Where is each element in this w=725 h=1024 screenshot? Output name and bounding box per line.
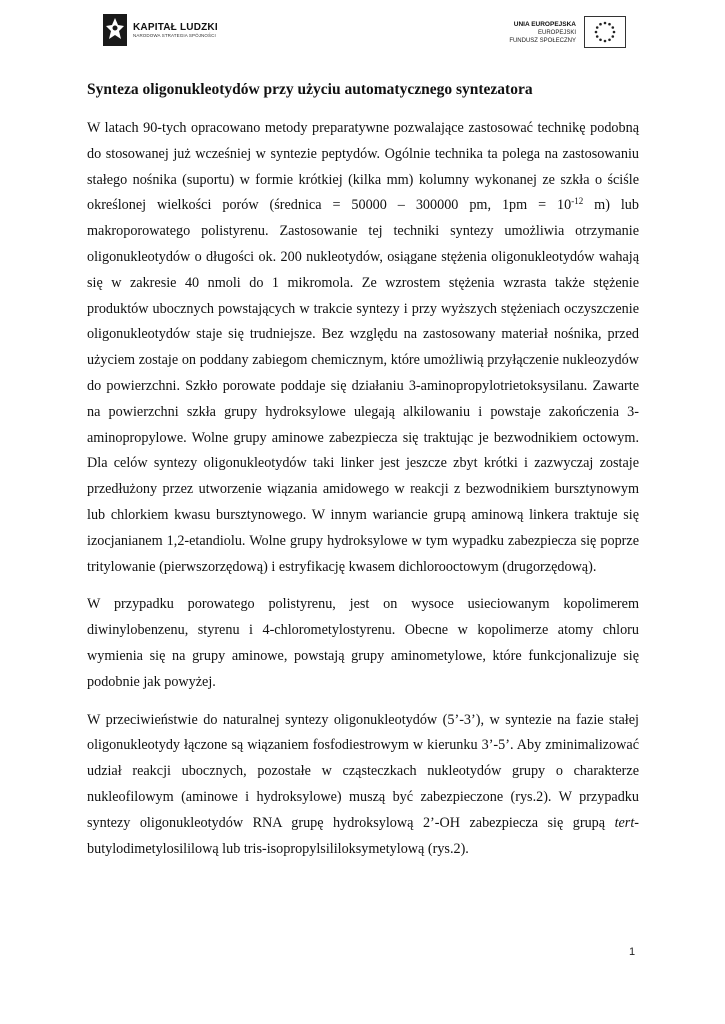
paragraph-3-part-2: -butylodimetylosililową lub tris-isopropylsililoksymetylową (rys.2). [87,814,639,857]
document-title: Synteza oligonukleotydów przy użyciu automatycznego syntezatora [87,81,533,98]
paragraph-1 [87,116,639,580]
paragraph-2: W przypadku porowatego polistyrenu, jest on wysoce usieciowanym kopolimerem diwinylobenzenu, styrenu i 4-chlorometylostyrenu. Obecne w kopolimerze atomy chloru wymienia się na grupy aminowe, powstają grupy aminometylowe, które funkcjonalizuje się podobnie jak powyżej. [87,596,639,690]
document-body [87,80,639,874]
kapital-ludzki-emblem-icon [103,14,127,46]
page-header [0,0,725,70]
kapital-ludzki-text [133,22,218,39]
exponent: -12 [571,196,584,207]
paragraph-3-italic: tert [614,814,635,831]
eu-logo [509,16,626,48]
paragraph-1-part-2: m) lub makroporowatego polistyrenu. Zastosowanie tej techniki syntezy umożliwia otrzymanie oligonukleotydów o długości ok. 200 nukleotydów, osiągane stężenia oligonukleotydów wahają się w zakresie 40 nmoli do 1 mikromola. Ze wzrostem stężenia wzrasta także stężenie produktów ubocznych powstających w trakcie syntezy i przy wyższych stężeniach oczyszczenie oligonukleotydów staje się trudniejsze. Bez względu na zastosowany materiał nośnika, przed użyciem zostaje on poddany zabiegom chemicznym, które umożliwią przyłączenie nukleozydów do powierzchni. Szkło porowate poddaje się działaniu 3-aminopropylotrietoksysilanu. Zawarte na powierzchni szkła grupy hydroksylowe ulegają alkilowaniu i powstaje zakończenia 3-aminopropylowe. Wolne grupy aminowe zabezpiecza się traktując je bezwodnikiem octowym. Dla celów syntezy oligonukleotydów taki linker jest jeszcze zbyt krótki i zazwyczaj zostaje przedłużony przez utworzenie wiązania amidowego w reakcji z bezwodnikiem bursztynowym lub chlorkiem kwasu bursztynowego. W innym wariancie grupą aminową linkera traktuje się izocjanianem 1,2-etandiolu. Wolne grupy hydroksylowe w tym wypadku zabezpiecza się poprze tritylowanie (pierwszorzędową) i estryfikację kwasem dichlorooctowym (drugorzędową). [87,197,639,575]
page-number: 1 [629,946,636,958]
paragraph-3 [87,708,639,863]
kapital-ludzki-logo [103,14,218,46]
eu-line-1: UNIA EUROPEJSKA [513,20,576,28]
eu-flag-icon [584,16,626,48]
paragraph-3-part-1: W przeciwieństwie do naturalnej syntezy oligonukleotydów (5’-3’), w syntezie na fazie stałej oligonukleotydy łączone są wiązaniem fosfodiestrowym w kierunku 3’-5’. Aby zminimalizować udział reakcji ubocznych, pozostałe w cząsteczkach nukleotydów grupy o charakterze nukleofilowym (aminowe i hydroksylowe) muszą być zabezpieczone (rys.2). W przypadku syntezy oligonukleotydów RNA grupę hydroksylową 2’-OH zabezpiecza się grupą [87,711,639,831]
kapital-ludzki-title: KAPITAŁ LUDZKI [133,21,218,33]
paragraph-1-part-1: W latach 90-tych opracowano metody preparatywne pozwalające zastosować technikę podobną do stosowanej już wcześniej w syntezie peptydów. Ogólnie technika ta polega na zastosowaniu stałego nośnika (suportu) w formie krótkiej (kilka mm) kolumny wykonanej ze szkła o ściśle określonej wielkości porów (średnica = 50000 – 300000 pm, 1pm = 10 [87,120,639,214]
kapital-ludzki-subtitle: NARODOWA STRATEGIA SPÓJNOŚCI [133,32,216,38]
eu-line-2: EUROPEJSKI [537,29,576,36]
eu-text [509,20,576,45]
eu-line-3: FUNDUSZ SPOŁECZNY [509,37,576,44]
